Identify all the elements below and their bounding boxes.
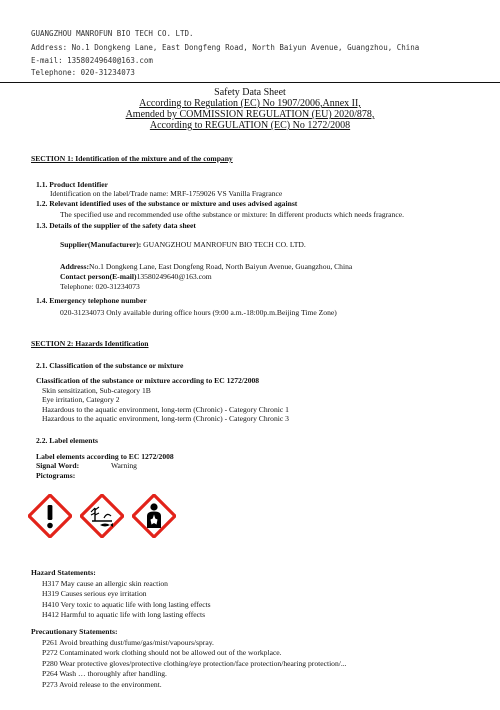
precautionary-statement: P264 Wash … thoroughly after handling.: [42, 669, 167, 678]
precautionary-statement: P273 Avoid release to the environment.: [42, 680, 162, 689]
company-name: GUANGZHOU MANROFUN BIO TECH CO. LTD.: [31, 29, 194, 38]
signal-word-value: Warning: [111, 461, 137, 470]
supplier-telephone: Telephone: 020-31234073: [60, 282, 140, 291]
contact-label: Contact person(E-mail): [60, 272, 137, 281]
section-2-heading: SECTION 2: Hazards Identification: [31, 339, 149, 348]
supplier-address-line: [60, 262, 352, 271]
exclamation-mark-icon: [28, 494, 72, 538]
section-1-1-heading: 1.1. Product Identifier: [36, 180, 108, 189]
hazard-statements-heading: Hazard Statements:: [31, 568, 96, 577]
supplier-address-label: Address:: [60, 262, 89, 271]
classification-heading: Classification of the substance or mixture according to EC 1272/2008: [36, 376, 260, 385]
signal-word-label: Signal Word:: [36, 461, 80, 470]
pictograms-label: Pictograms:: [36, 471, 76, 480]
supplier-label: Supplier(Manufacturer):: [60, 240, 142, 249]
hazard-statement: H319 Causes serious eye irritation: [42, 589, 147, 598]
title-line-4: According to REGULATION (EC) No 1272/2008: [149, 120, 351, 131]
hazard-statement: H410 Very toxic to aquatic life with long lasting effects: [42, 600, 211, 609]
section-2-1-heading: 2.1. Classification of the substance or mixture: [36, 361, 184, 370]
precautionary-statements-heading: Precautionary Statements:: [31, 627, 118, 636]
supplier-line: [60, 240, 306, 249]
precautionary-statement: P280 Wear protective gloves/protective clothing/eye protection/face protection/hearing protection/...: [42, 659, 347, 668]
classification-item: Skin sensitization, Sub-category 1B: [42, 386, 151, 395]
title-line-2: According to Regulation (EC) No 1907/2006,Annex II,: [139, 98, 361, 109]
health-hazard-icon: [132, 494, 176, 538]
section-2-2-heading: 2.2. Label elements: [36, 436, 99, 445]
section-1-2-heading: 1.2. Relevant identified uses of the substance or mixture and uses advised against: [36, 199, 298, 208]
classification-item: Hazardous to the aquatic environment, long-term (Chronic) - Category Chronic 3: [42, 414, 289, 423]
supplier-address-value: No.1 Dongkeng Lane, East Dongfeng Road, North Baiyun Avenue, Guangzhou, China: [88, 262, 353, 271]
precautionary-statement: P272 Contaminated work clothing should not be allowed out of the workplace.: [42, 648, 282, 657]
label-elements-heading: Label elements according to EC 1272/2008: [36, 452, 174, 461]
company-address: Address: No.1 Dongkeng Lane, East Dongfeng Road, North Baiyun Avenue, Guangzhou, China: [31, 43, 420, 52]
hazard-statement: H412 Harmful to aquatic life with long lasting effects: [42, 610, 206, 619]
precautionary-statement: P261 Avoid breathing dust/fume/gas/mist/vapours/spray.: [42, 638, 214, 647]
section-1-heading: SECTION 1: Identification of the mixture and of the company: [31, 154, 233, 163]
title-line-3: Amended by COMMISSION REGULATION (EU) 2020/878,: [125, 109, 375, 120]
contact-value: 13580249640@163.com: [136, 272, 212, 281]
title-line-1: Safety Data Sheet: [214, 87, 286, 98]
company-telephone: Telephone: 020-31234073: [31, 68, 135, 77]
section-1-4-heading: 1.4. Emergency telephone number: [36, 296, 147, 305]
hazard-statement: H317 May cause an allergic skin reaction: [42, 579, 168, 588]
document-title: [0, 87, 500, 131]
company-email: E-mail: 13580249640@163.com: [31, 56, 153, 65]
header-rule: [0, 82, 500, 83]
contact-line: [60, 272, 212, 281]
supplier-value: GUANGZHOU MANROFUN BIO TECH CO. LTD.: [141, 240, 306, 249]
classification-item: Eye irritation, Category 2: [42, 395, 120, 404]
section-1-4-text: 020-31234073 Only available during office hours (9:00 a.m.-18:00p.m.Beijing Time Zone): [60, 308, 337, 317]
section-1-3-heading: 1.3. Details of the supplier of the safety data sheet: [36, 221, 196, 230]
section-1-2-text: The specified use and recommended use ofthe substance or mixture: In different products which needs fragrance.: [60, 210, 404, 219]
environment-hazard-icon: [80, 494, 124, 538]
classification-item: Hazardous to the aquatic environment, long-term (Chronic) - Category Chronic 1: [42, 405, 289, 414]
section-1-1-text: Identification on the label/Trade name: MRF-1759026 VS Vanilla Fragrance: [50, 189, 283, 198]
